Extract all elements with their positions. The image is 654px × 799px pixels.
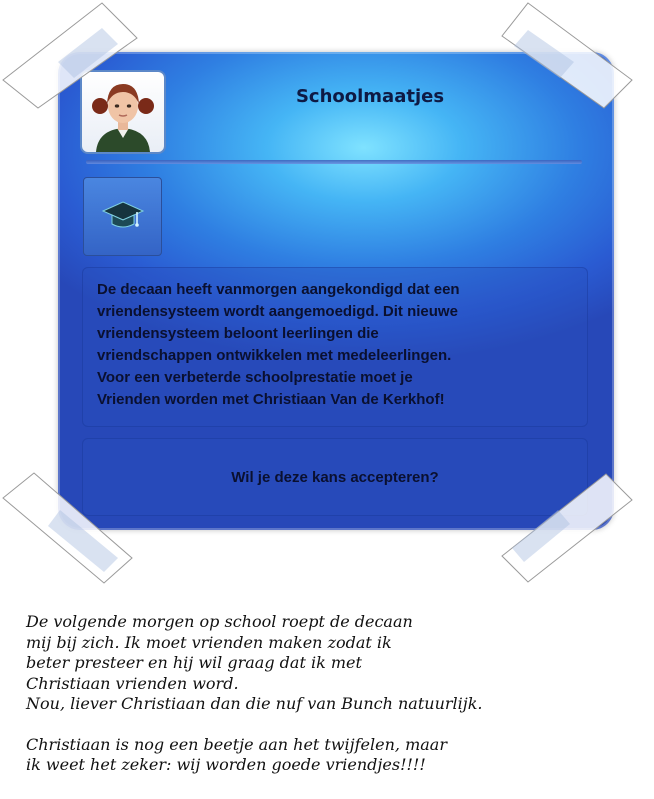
dialog-title: Schoolmaatjes (295, 86, 445, 107)
notification-dialog (58, 52, 614, 530)
story-line: Nou, liever Christiaan dan die nuf van Bunch natuurlijk. (26, 694, 483, 713)
message-line: Voor een verbeterde schoolprestatie moet je (97, 369, 413, 386)
title-divider (86, 160, 582, 164)
message-line: vriendschappen ontwikkelen met medeleerlingen. (97, 347, 452, 364)
paragraph-gap (26, 715, 654, 735)
tape-top-left (0, 0, 140, 110)
story-text (26, 612, 654, 776)
graduation-cap-icon (101, 197, 145, 237)
tape-bottom-right (498, 470, 638, 590)
question-text: Wil je deze kans accepteren? (231, 468, 439, 486)
story-line: Christiaan vrienden word. (26, 673, 239, 693)
story-line: beter presteer en hij wil graag dat ik met (26, 653, 362, 672)
event-icon-box (83, 177, 162, 256)
tape-bottom-left (0, 470, 140, 590)
tape-top-right (500, 0, 640, 110)
message-text (97, 279, 577, 411)
story-line: Christiaan is nog een beetje aan het twijfelen, maar (26, 734, 447, 754)
message-line: vriendensysteem beloont leerlingen die (97, 325, 379, 342)
message-panel (82, 267, 588, 427)
message-line: vriendensysteem wordt aangemoedigd. Dit nieuwe (97, 303, 458, 320)
story-line: ik weet het zeker: wij worden goede vriendjes!!!! (26, 755, 426, 774)
story-line: mij bij zich. Ik moet vrienden maken zodat ik (26, 632, 392, 652)
message-line: Vrienden worden met Christiaan Van de Kerkhof! (97, 391, 445, 408)
message-line: De decaan heeft vanmorgen aangekondigd dat een (97, 281, 460, 298)
story-line: De volgende morgen op school roept de decaan (26, 612, 413, 631)
